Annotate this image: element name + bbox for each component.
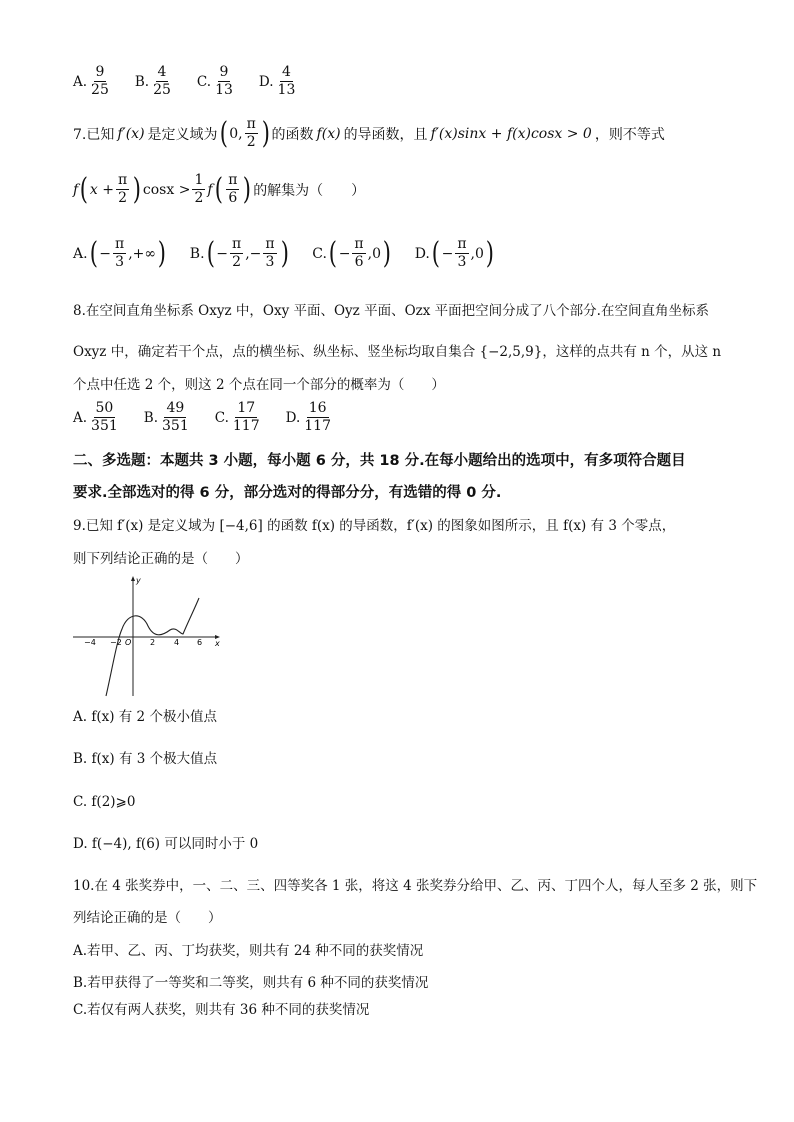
numerator: π [117,172,128,188]
text-fragment: 的函数 [271,126,314,143]
denominator: 6 [228,190,238,206]
q7-options [73,236,518,271]
numerator: 9 [219,64,229,80]
denominator: 13 [215,82,233,98]
denominator: 2 [118,190,128,206]
math-expression: f′(x)sinx + f(x)cosx > 0 [430,125,592,142]
q9-stem-line1: 9.已知 f′(x) 是定义域为 [−4,6] 的函数 f(x) 的导函数，f′(x) 的图象如图所示，且 f(x) 有 3 个零点， [73,518,676,534]
math-expression: − [441,245,454,262]
q6-options [73,64,321,99]
denominator: 351 [91,418,118,434]
fraction [192,172,205,207]
x-axis-label: x [215,639,220,648]
fraction [263,236,276,271]
numerator: 1 [194,172,204,188]
option-letter: D. [285,409,301,426]
q8-option-a[interactable] [73,400,122,435]
denominator: 13 [277,82,296,98]
q9-derivative-graph [70,574,230,700]
math-expression: − [338,245,351,262]
option-letter: D. [258,73,274,90]
math-expression: f′(x) [117,125,145,142]
paren-right: ) [243,171,252,207]
paren-left: ( [219,115,228,151]
question-number: 7.已知 [73,126,115,143]
paren-right: ) [280,235,289,271]
denominator: 3 [457,254,467,270]
math-expression: x + [89,181,114,198]
q7-option-b[interactable] [190,236,291,271]
math-expression: − [216,245,228,262]
q9-option-b[interactable]: B. f(x) 有 3 个极大值点 [73,751,218,767]
option-letter: B. [134,73,150,90]
q6-option-b[interactable] [135,64,175,99]
q8-option-c[interactable] [215,400,264,435]
paren-right: ) [261,115,270,151]
q10-option-c[interactable]: C.若仅有两人获奖，则共有 36 种不同的获奖情况 [73,1002,370,1018]
tick-label-neg4: −4 [84,638,96,647]
section-heading-line2: 要求.全部选对的得 6 分，部分选对的得部分分，有选错的得 0 分. [73,485,502,501]
option-letter: B. [143,409,158,426]
option-letter: C. [214,409,229,426]
fraction [213,64,235,99]
paren-right: ) [485,235,494,271]
numerator: π [354,236,364,252]
paren-left: ( [89,235,98,271]
numerator: π [265,236,275,252]
text-fragment: 是定义域为 [147,126,218,143]
q7-option-d[interactable] [415,236,496,271]
numerator: π [231,236,242,252]
numerator: 50 [95,400,114,416]
paren-left: ( [206,235,215,271]
q6-option-c[interactable] [197,64,237,99]
math-expression: ,+∞ [128,245,157,262]
paren-right: ) [157,235,167,271]
q8-option-b[interactable] [144,400,193,435]
q8-option-d[interactable] [286,400,335,435]
tick-label-neg2: −2 [110,638,122,647]
denominator: 117 [232,418,260,434]
fraction [226,172,239,207]
fraction [276,64,298,99]
q9-option-a[interactable]: A. f(x) 有 2 个极小值点 [73,709,217,725]
text-fragment: 的解集为（ ） [253,182,366,199]
numerator: 17 [237,400,256,416]
denominator: 25 [153,82,171,98]
math-expression: f [207,181,213,198]
math-expression: ,0 [367,245,381,262]
math-expression: ,0 [470,245,484,262]
fraction [89,400,120,435]
q9-option-d[interactable]: D. f(−4), f(6) 可以同时小于 0 [73,836,259,852]
numerator: π [457,236,467,252]
option-letter: A. [73,73,88,90]
tick-label-4: 4 [174,638,180,647]
q8-stem-line1: 8.在空间直角坐标系 Oxyz 中，Oxy 平面、Oyz 平面、Ozx 平面把空间分成了八个部分.在空间直角坐标系 [73,303,709,319]
denominator: 117 [304,418,331,434]
numerator: π [115,236,125,252]
denominator: 2 [194,190,204,206]
fraction [151,64,173,99]
paren-left: ( [431,235,440,271]
denominator: 6 [354,254,364,270]
denominator: 351 [162,418,189,434]
fraction [245,116,258,151]
paren-left: ( [79,171,89,207]
paren-right: ) [382,235,391,271]
tick-label-6: 6 [197,638,203,647]
option-letter: C. [196,73,212,90]
q6-option-d[interactable] [259,64,299,99]
q7-option-a[interactable] [73,236,168,271]
q7-stem-line2 [73,172,365,207]
numerator: 4 [281,64,291,80]
y-axis-arrow [131,576,135,581]
q8-options [73,400,357,435]
option-letter: C. [312,245,327,262]
q6-option-a[interactable] [73,64,113,99]
fraction [352,236,365,271]
math-expression: 0, [229,125,243,142]
denominator: 3 [265,254,275,270]
fraction [116,172,129,207]
q10-stem-line2: 列结论正确的是（ ） [73,910,222,926]
fraction [455,236,468,271]
option-letter: B. [189,245,205,262]
denominator: 2 [246,134,256,150]
math-expression: − [99,245,112,262]
fraction [231,400,262,435]
option-letter: A. [73,409,88,426]
option-letter: A. [73,245,88,262]
q10-option-a[interactable]: A.若甲、乙、丙、丁均获奖，则共有 24 种不同的获奖情况 [73,943,424,959]
fraction [230,236,243,271]
q7-stem-line1 [73,116,665,151]
denominator: 25 [91,82,109,98]
option-letter: D. [414,245,430,262]
y-axis-label: y [136,576,141,585]
math-expression: f(x) [316,125,341,142]
derivative-curve [106,598,199,696]
tick-label-2: 2 [150,638,156,647]
math-expression: ,− [245,245,262,262]
text-fragment: 的导函数，且 [343,126,428,143]
q8-stem-line2: Oxyz 中，确定若干个点，点的横坐标、纵坐标、竖坐标均取自集合 {−2,5,9}，这样的点共有 n 个，从这 n [73,344,722,360]
math-expression: f [73,181,79,198]
numerator: π [228,172,238,188]
q7-option-c[interactable] [312,236,392,271]
numerator: 9 [95,64,105,80]
paren-left: ( [214,171,223,207]
numerator: 49 [166,400,185,416]
denominator: 2 [232,254,242,270]
q9-option-c[interactable]: C. f(2)⩾0 [73,794,136,810]
math-expression: cosx > [142,181,191,198]
numerator: π [246,116,256,132]
q9-stem-line2: 则下列结论正确的是（ ） [73,551,249,567]
fraction [89,64,111,99]
section-heading-line1: 二、多选题：本题共 3 小题，每小题 6 分，共 18 分.在每小题给出的选项中，有多项符合题目 [73,453,686,469]
fraction [302,400,333,435]
numerator: 4 [157,64,167,80]
text-fragment: ，则不等式 [594,126,665,143]
paren-left: ( [328,235,337,271]
numerator: 16 [308,400,327,416]
fraction [113,236,126,271]
paren-right: ) [132,171,142,207]
fraction [160,400,191,435]
denominator: 3 [115,254,125,270]
origin-label: O [125,638,132,647]
q8-stem-line3: 个点中任选 2 个，则这 2 个点在同一个部分的概率为（ ） [73,377,445,393]
q10-option-b[interactable]: B.若甲获得了一等奖和二等奖，则共有 6 种不同的获奖情况 [73,975,429,991]
q10-stem-line1: 10.在 4 张奖券中，一、二、三、四等奖各 1 张，将这 4 张奖券分给甲、乙、丙、丁四个人，每人至多 2 张，则下 [73,878,758,894]
